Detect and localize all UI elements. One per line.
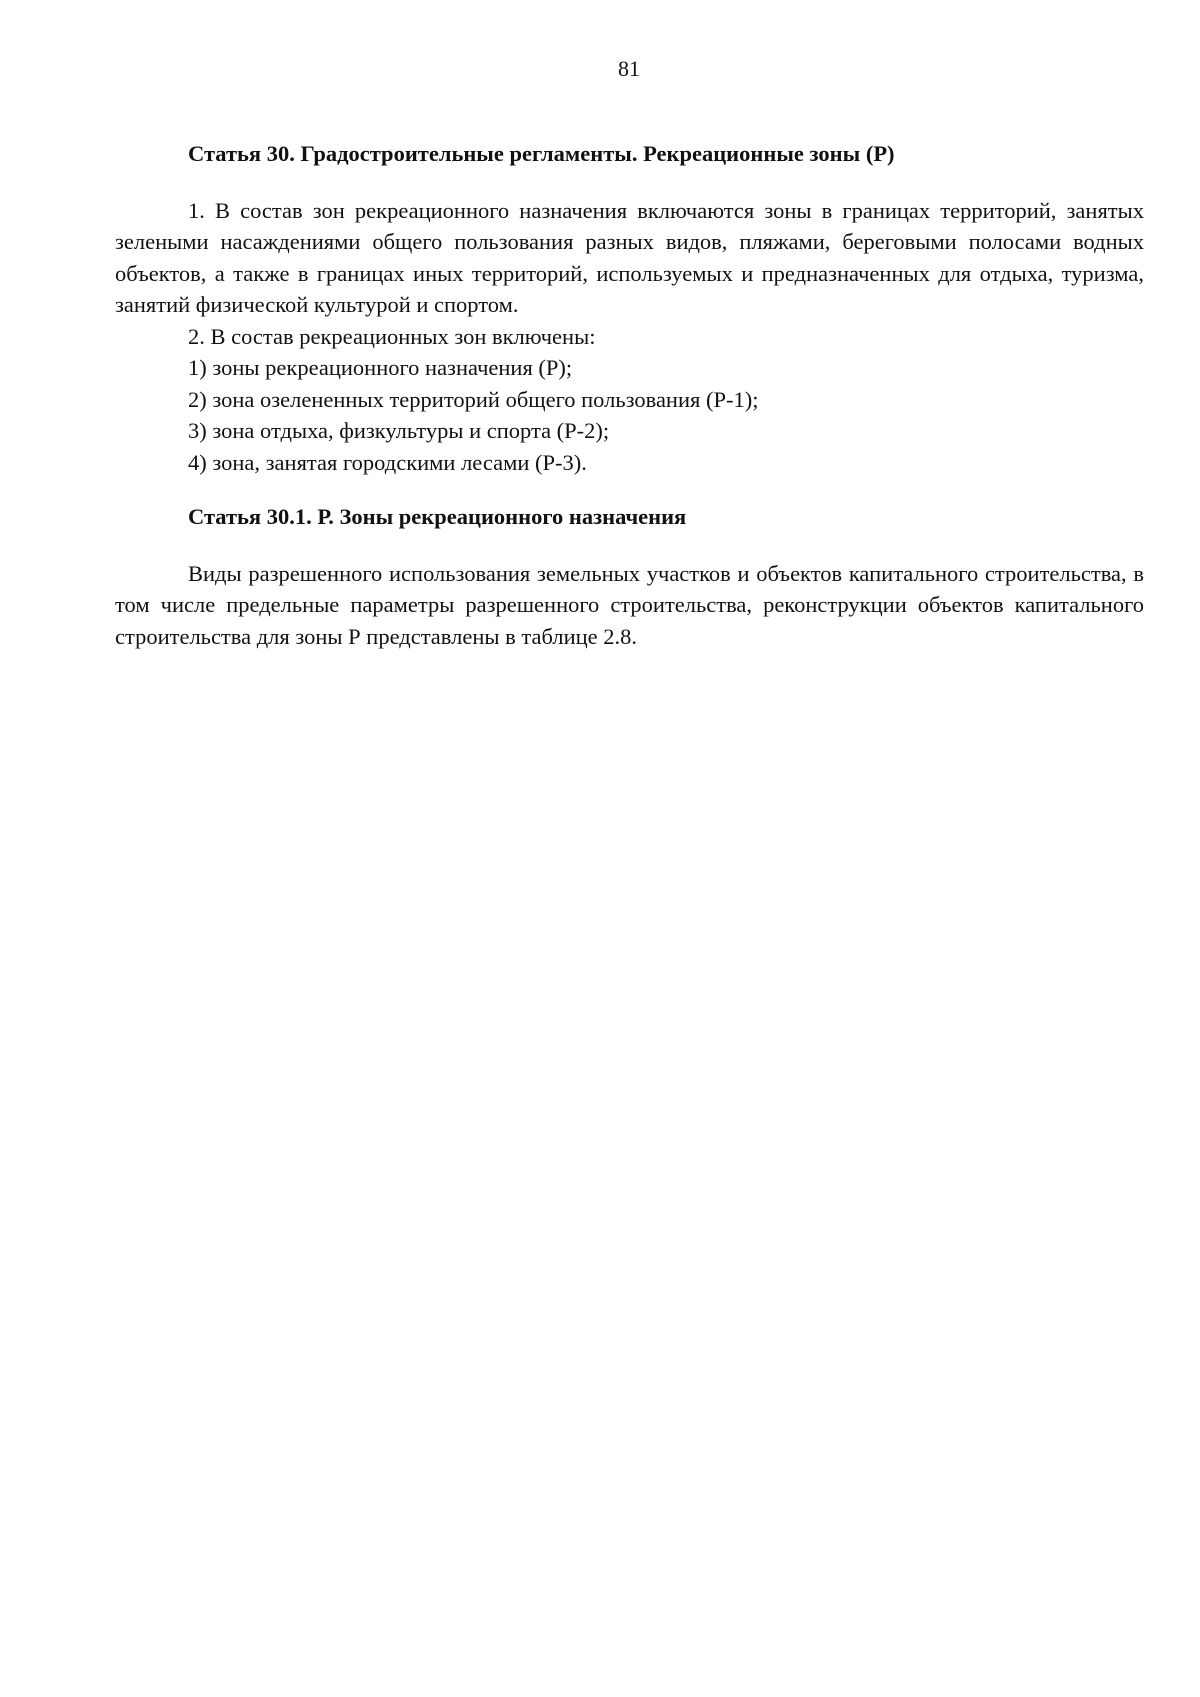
article-30-title: Статья 30. Градостроительные регламенты. Рекреационные зоны (Р) [188, 141, 895, 166]
list-item: 4) зона, занятая городскими лесами (Р-3). [188, 449, 587, 475]
list-item: 3) зона отдыха, физкультуры и спорта (Р-2); [188, 418, 610, 443]
list-item: 2) зона озелененных территорий общего пользования (Р-1); [188, 386, 759, 412]
page-content [115, 138, 1144, 652]
list-item: 1) зоны рекреационного назначения (Р); [188, 355, 573, 380]
recreational-zones-list [115, 352, 1144, 478]
article-30-paragraph-1: 1. В состав зон рекреационного назначения включаются зоны в границах территорий, занятых зелеными насаждениями общего пользования разных видов, пляжами, береговыми полосами водных объектов, а также в границах иных территорий, используемых и предназначенных для отдыха, туризма, занятий физической культурой и спортом. [115, 197, 1144, 317]
article-30-paragraph-2: 2. В состав рекреационных зон включены: [188, 323, 596, 349]
page-number: 81 [618, 56, 640, 81]
article-30-1-paragraph: Виды разрешенного использования земельных участков и объектов капитального строительства, в том числе предельные параметры разрешенного строительства, реконструкции объектов капитального строительства для зоны Р представлены в таблице 2.8. [115, 560, 1144, 649]
article-30-1-title: Статья 30.1. Р. Зоны рекреационного назначения [188, 504, 687, 529]
